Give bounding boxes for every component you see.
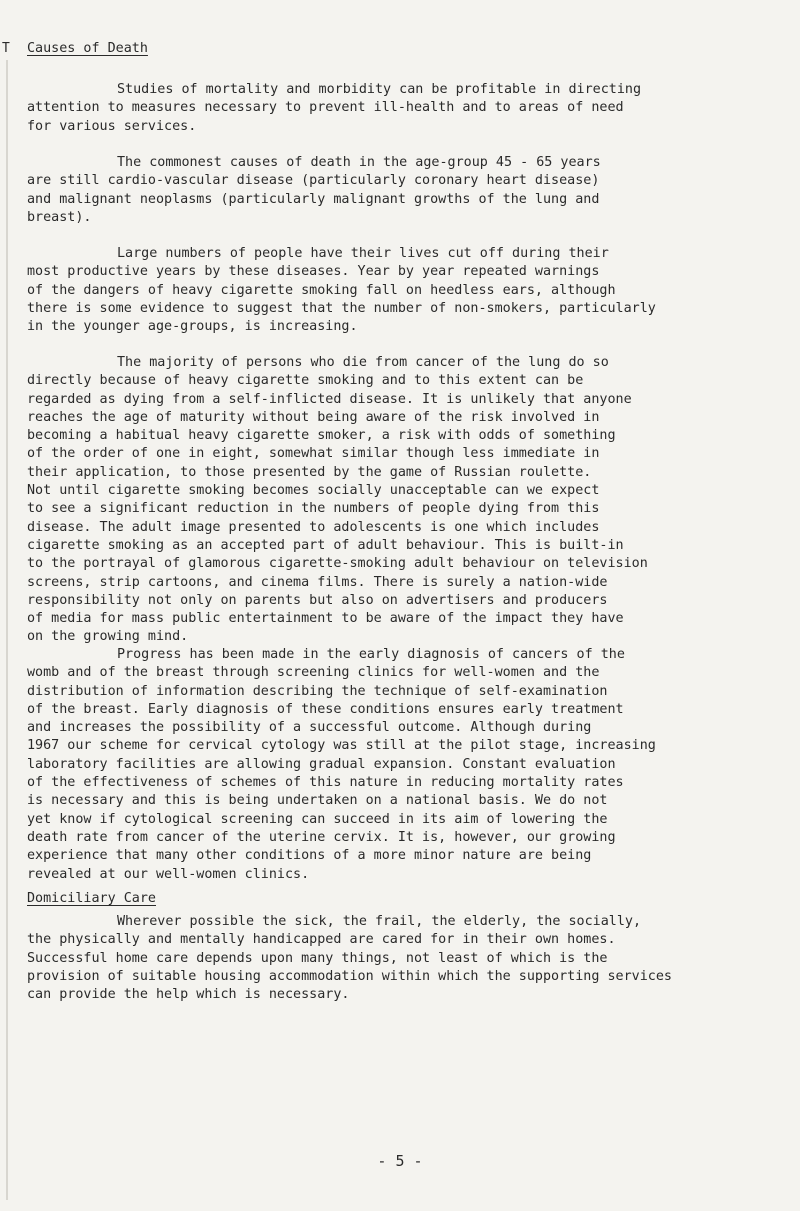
section-heading-causes-of-death: Causes of Death xyxy=(27,41,148,56)
paragraph-home-care: Wherever possible the sick, the frail, the elderly, the socially, the physically and mentally handicapped are cared for in their own homes. Successful home care depends upon many things, not least of which is the provision of suitable housing accommodation within which the supporting services can provide the help which is necessary. xyxy=(27,914,672,1003)
paragraph-early-diagnosis: Progress has been made in the early diagnosis of cancers of the womb and of the breast through screening clinics for well-women and the distribution of information describing the technique of self-examination of the breast. Early diagnosis of these conditions ensures early treatment and increases the possibility of a successful outcome. Although during 1967 our scheme for cervical cytology was still at the pilot stage, increasing laboratory facilities are allowing gradual expansion. Constant evaluation of the effectiveness of schemes of this nature in reducing mortality rates is necessary and this is being undertaken on a national basis. We do not yet know if cytological screening can succeed in its aim of lowering the death rate from cancer of the uterine cervix. It is, however, our growing experience that many other conditions of a more minor nature are being revealed at our well-women clinics. xyxy=(27,647,656,882)
paragraph-studies: Studies of mortality and morbidity can be profitable in directing attention to measures necessary to prevent ill-health and to areas of need for various services. xyxy=(27,82,642,134)
paragraph-lung-cancer: The majority of persons who die from cancer of the lung do so directly because of heavy cigarette smoking and to this extent can be regarded as dying from a self-inflicted disease. It is unlikely that anyone reaches the age of maturity without being aware of the risk involved in becoming a habitual heavy cigarette smoker, a risk with odds of something of the order of one in eight, somewhat similar though less immediate in their application, to those presented by the game of Russian roulette. Not until cigarette smoking becomes socially unacceptable can we expect to see a significant reduction in the numbers of people dying from this disease. The adult image presented to adolescents is one which includes cigarette smoking as an accepted part of adult behaviour. This is built-in to the portrayal of glamorous cigarette-smoking adult behaviour on television screens, strip cartoons, and cinema films. There is surely a nation-wide responsibility not only on parents but also on advertisers and producers of media for mass public entertainment to be aware of the impact they have on the growing mind. xyxy=(27,355,648,645)
section-heading-domiciliary-care: Domiciliary Care xyxy=(27,891,156,906)
margin-rule xyxy=(6,60,8,1200)
page-number: - 5 - xyxy=(377,1152,423,1170)
paragraph-commonest-causes: The commonest causes of death in the age-group 45 - 65 years are still cardio-vascular disease (particularly coronary heart disease) and malignant neoplasms (particularly malignant growths of the lung and breast). xyxy=(27,155,601,225)
paragraph-large-numbers: Large numbers of people have their lives cut off during their most productive years by these diseases. Year by year repeated warnings of the dangers of heavy cigarette smoking fall on heedless ears, although there is some evidence to suggest that the number of non-smokers, particularly in the younger age-groups, is increasing. xyxy=(27,246,656,335)
margin-mark: T xyxy=(2,41,10,56)
